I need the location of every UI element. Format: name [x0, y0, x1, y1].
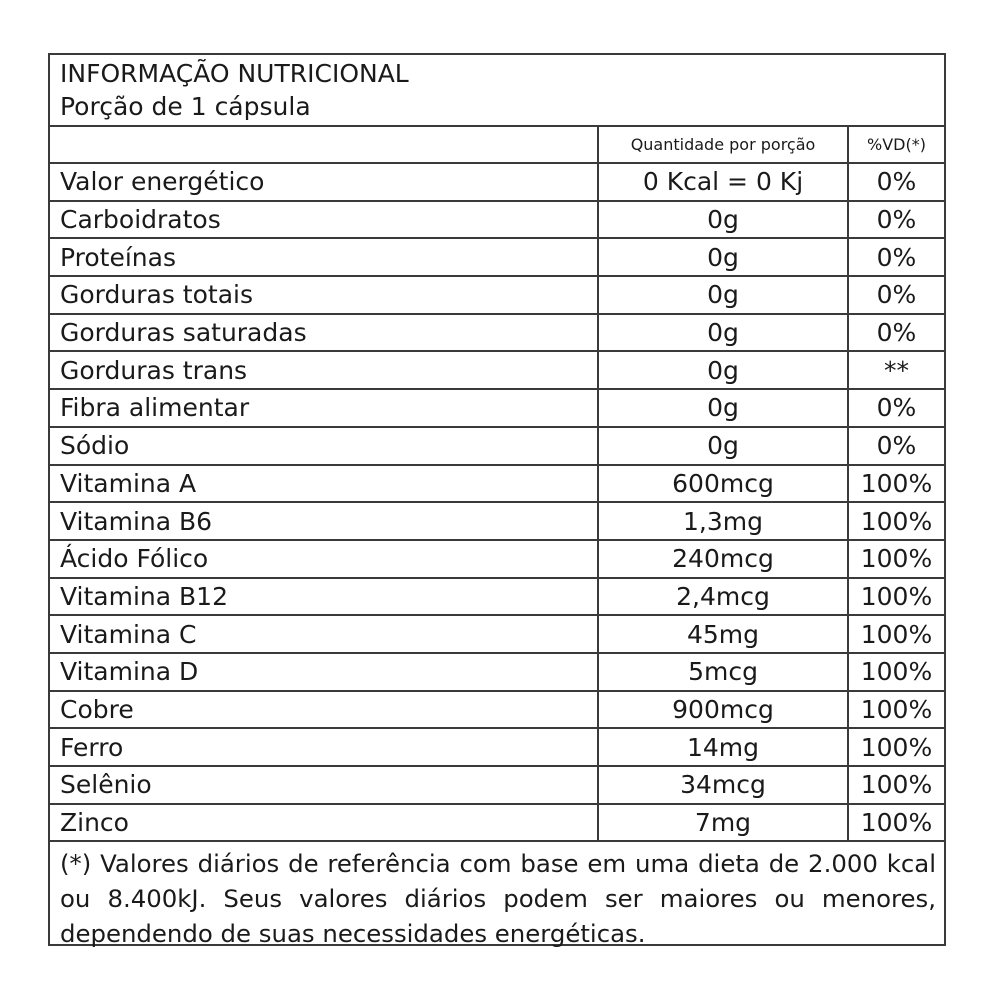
nutrient-amount: 34mcg [599, 767, 849, 803]
table-row [50, 503, 944, 541]
nutrient-vd: 100% [860, 619, 933, 649]
table-row [50, 164, 944, 202]
nutrient-vd: ** [884, 355, 909, 385]
nutrient-vd: 100% [860, 506, 933, 536]
nutrient-amount: 5mcg [599, 654, 849, 690]
column-header-quantity: Quantidade por porção [599, 127, 849, 162]
column-header-nutrient [50, 127, 599, 162]
column-header-vd: %VD(*) [867, 135, 926, 154]
nutrient-name: Sódio [50, 428, 599, 464]
nutrient-vd: 100% [860, 544, 933, 574]
table-row [50, 692, 944, 730]
nutrient-name: Fibra alimentar [50, 390, 599, 426]
nutrient-amount: 7mg [599, 805, 849, 841]
table-row [50, 541, 944, 579]
table-row [50, 805, 944, 843]
footnote: (*) Valores diários de referência com base em uma dieta de 2.000 kcal ou 8.400kJ. Seus valores diários podem ser maiores ou menores, dependendo de suas necessidades energéticas. [60, 849, 936, 949]
nutrient-amount: 600mcg [599, 466, 849, 502]
nutrient-vd: 0% [876, 280, 917, 310]
nutrient-amount: 45mg [599, 616, 849, 652]
nutrient-name: Gorduras trans [50, 352, 599, 388]
table-row [50, 579, 944, 617]
nutrient-amount: 900mcg [599, 692, 849, 728]
table-header [50, 55, 944, 127]
table-row [50, 315, 944, 353]
nutrient-vd: 100% [860, 732, 933, 762]
nutrient-name: Selênio [50, 767, 599, 803]
table-row [50, 202, 944, 240]
nutrient-amount: 240mcg [599, 541, 849, 577]
nutrient-amount: 0g [599, 202, 849, 238]
nutrient-amount: 0g [599, 239, 849, 275]
nutrient-vd: 0% [876, 318, 917, 348]
nutrient-vd: 100% [860, 808, 933, 838]
nutrient-name: Vitamina B6 [50, 503, 599, 539]
nutrient-name: Vitamina C [50, 616, 599, 652]
nutrient-name: Ferro [50, 729, 599, 765]
nutrition-facts-table [48, 53, 946, 949]
nutrient-vd: 0% [876, 431, 917, 461]
nutrient-amount: 0g [599, 428, 849, 464]
nutrient-amount: 0g [599, 277, 849, 313]
nutrient-vd: 100% [860, 657, 933, 687]
table-row [50, 428, 944, 466]
nutrient-name: Vitamina A [50, 466, 599, 502]
table-row [50, 729, 944, 767]
nutrient-name: Vitamina D [50, 654, 599, 690]
nutrient-vd: 100% [860, 694, 933, 724]
table-row [50, 277, 944, 315]
nutrient-vd: 100% [860, 770, 933, 800]
nutrient-name: Zinco [50, 805, 599, 841]
column-header-row [50, 127, 944, 164]
nutrient-vd: 0% [876, 242, 917, 272]
nutrient-rows [50, 164, 944, 842]
nutrient-name: Carboidratos [50, 202, 599, 238]
nutrient-amount: 1,3mg [599, 503, 849, 539]
table-row [50, 390, 944, 428]
nutrient-name: Cobre [50, 692, 599, 728]
portion-size: Porção de 1 cápsula [60, 92, 311, 121]
table-row [50, 239, 944, 277]
nutrient-name: Ácido Fólico [50, 541, 599, 577]
nutrient-name: Gorduras totais [50, 277, 599, 313]
table-row [50, 654, 944, 692]
table-title: INFORMAÇÃO NUTRICIONAL [60, 59, 409, 88]
nutrient-name: Proteínas [50, 239, 599, 275]
nutrient-vd: 100% [860, 468, 933, 498]
nutrient-amount: 0g [599, 390, 849, 426]
table-row [50, 352, 944, 390]
table-row [50, 767, 944, 805]
nutrient-vd: 0% [876, 393, 917, 423]
nutrient-amount: 0 Kcal = 0 Kj [599, 164, 849, 200]
nutrient-amount: 2,4mcg [599, 579, 849, 615]
nutrient-amount: 0g [599, 315, 849, 351]
nutrient-vd: 0% [876, 167, 917, 197]
nutrient-name: Gorduras saturadas [50, 315, 599, 351]
nutrient-amount: 14mg [599, 729, 849, 765]
nutrient-vd: 0% [876, 205, 917, 235]
nutrient-vd: 100% [860, 581, 933, 611]
table-row [50, 466, 944, 504]
nutrient-name: Vitamina B12 [50, 579, 599, 615]
nutrient-amount: 0g [599, 352, 849, 388]
nutrient-name: Valor energético [50, 164, 599, 200]
table-row [50, 616, 944, 654]
